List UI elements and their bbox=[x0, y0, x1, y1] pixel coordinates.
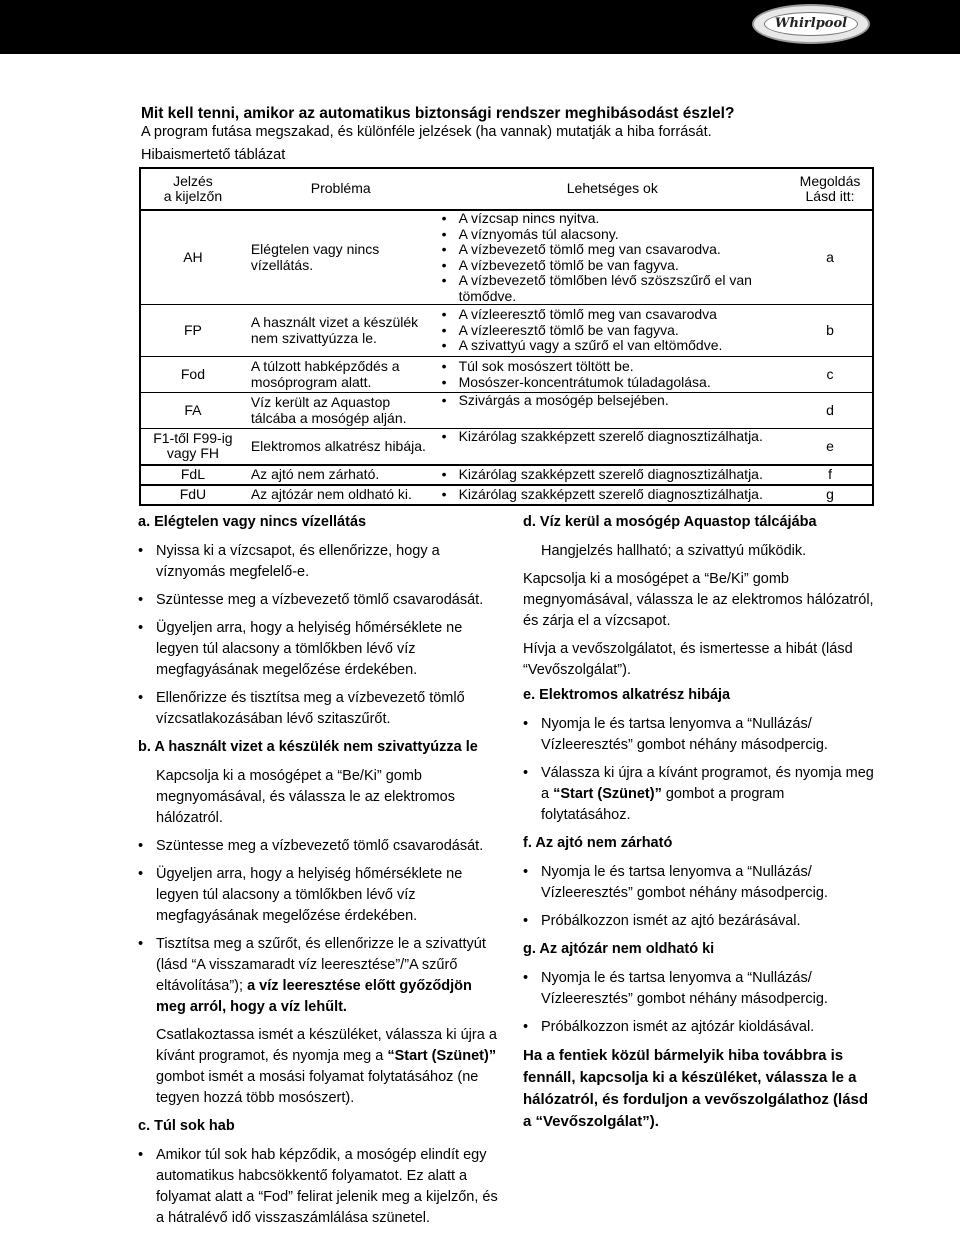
cause-item: • A vízleeresztő tömlő meg van csavarodva bbox=[437, 307, 788, 323]
section-f-list bbox=[523, 862, 875, 932]
error-code: F1-től F99-ig vagy FH bbox=[140, 429, 245, 465]
right-column bbox=[523, 512, 875, 1133]
section-d-text: Kapcsolja ki a mosógépet a “Be/Ki” gomb megnyomásával, válassza le az elektromos hálózatról, és zárja el a vízcsapot. bbox=[523, 571, 874, 629]
table-row bbox=[140, 393, 873, 429]
problem: A használt vizet a készülék nem szivattyúzza le. bbox=[245, 305, 437, 357]
cause-item: • A szivattyú vagy a szűrő el van eltömődve. bbox=[437, 338, 788, 354]
cause-item: • A víznyomás túl alacsony. bbox=[437, 227, 788, 243]
table-row bbox=[140, 465, 873, 485]
section-c-list bbox=[138, 1145, 498, 1229]
list-item: • Ügyeljen arra, hogy a helyiség hőmérséklete ne legyen túl alacsony a tömlőkben lévő víz megfagyásának megelőzése érdekében. bbox=[138, 864, 498, 927]
causes bbox=[437, 465, 788, 485]
solution-ref: f bbox=[788, 465, 873, 485]
list-item: • Válassza ki újra a kívánt programot, és nyomja meg a “Start (Szünet)” gombot a program folytatásához. bbox=[523, 763, 875, 826]
section-b-outro: Csatlakoztassa ismét a készüléket, válassza ki újra a kívánt programot, és nyomja meg a “Start (Szünet)” gombot ismét a mosási folyamat folytatásához (ne tegyen hozzá több mosószert). bbox=[156, 1027, 497, 1106]
page-heading: Mit kell tenni, amikor az automatikus biztonsági rendszer meghibásodást észlel? bbox=[141, 105, 735, 122]
list-item: • Próbálkozzon ismét az ajtózár kioldásával. bbox=[523, 1017, 875, 1038]
cause-item: • A vízleeresztő tömlő be van fagyva. bbox=[437, 323, 788, 339]
cause-item: • A vízcsap nincs nyitva. bbox=[437, 211, 788, 227]
header-causes: Lehetséges ok bbox=[437, 168, 788, 210]
list-item: • Amikor túl sok hab képződik, a mosógép elindít egy automatikus habcsökkentő folyamatot. Ez alatt a folyamat alatt a “Fod” felirat jelenik meg a kijelzőn, és a hátralévő idő visszaszámlálása szünetel. bbox=[138, 1145, 498, 1229]
section-b-title: b. A használt vizet a készülék nem szivattyúzza le bbox=[138, 739, 478, 755]
problem: Elégtelen vagy nincs vízellátás. bbox=[250, 241, 380, 273]
cause-item: • A vízbevezető tömlőben lévő szöszszűrő el van tömődve. bbox=[437, 273, 788, 304]
cause-item: • Kizárólag szakképzett szerelő diagnosztizálhatja. bbox=[437, 429, 788, 445]
section-g-list bbox=[523, 968, 875, 1038]
problem: Az ajtó nem zárható. bbox=[245, 465, 437, 485]
section-f-title: f. Az ajtó nem zárható bbox=[523, 835, 673, 851]
section-a-list bbox=[138, 541, 498, 730]
table-row bbox=[140, 357, 873, 393]
cause-item: • Szivárgás a mosógép belsejében. bbox=[437, 393, 788, 409]
table-row bbox=[140, 210, 873, 305]
list-item: • Nyomja le és tartsa lenyomva a “Nullázás/ Vízleeresztés” gombot néhány másodpercig. bbox=[523, 968, 875, 1010]
error-code: AH bbox=[183, 248, 203, 265]
problem: Víz került az Aquastop tálcába a mosógép alján. bbox=[245, 393, 437, 429]
table-row bbox=[140, 305, 873, 357]
table-title: Hibaismertető táblázat bbox=[141, 147, 286, 163]
section-b-list bbox=[138, 836, 498, 1018]
error-table bbox=[139, 167, 874, 506]
error-code: FdU bbox=[140, 485, 245, 505]
list-item: • Próbálkozzon ismét az ajtó bezárásával. bbox=[523, 911, 875, 932]
table-row bbox=[140, 485, 873, 505]
header-solution: Megoldás Lásd itt: bbox=[788, 168, 873, 210]
section-e-list bbox=[523, 714, 875, 826]
causes bbox=[437, 357, 788, 393]
brand-logo-text: Whirlpool bbox=[764, 12, 858, 36]
problem: A túlzott habképződés a mosóprogram alatt. bbox=[245, 357, 437, 393]
solution-ref: c bbox=[788, 357, 873, 393]
solution-ref: g bbox=[788, 485, 873, 505]
section-g-title: g. Az ajtózár nem oldható ki bbox=[523, 941, 715, 957]
list-item: • Szüntesse meg a vízbevezető tömlő csavarodását. bbox=[138, 590, 498, 611]
causes bbox=[437, 393, 788, 429]
causes bbox=[437, 485, 788, 505]
cause-item: • A vízbevezető tömlő meg van csavarodva. bbox=[437, 242, 788, 258]
cause-item: • Kizárólag szakképzett szerelő diagnosztizálhatja. bbox=[437, 487, 788, 503]
cause-item: • Túl sok mosószert töltött be. bbox=[437, 359, 788, 375]
header-bar bbox=[0, 0, 960, 54]
solution-ref: b bbox=[788, 305, 873, 357]
table-row bbox=[140, 429, 873, 465]
list-item: • Ügyeljen arra, hogy a helyiség hőmérséklete ne legyen túl alacsony a tömlőkben lévő víz megfagyásának megelőzése érdekében. bbox=[138, 618, 498, 681]
section-b-intro: Kapcsolja ki a mosógépet a “Be/Ki” gomb megnyomásával, és válassza le az elektromos hálózatról. bbox=[156, 768, 455, 826]
header-problem: Probléma bbox=[245, 168, 437, 210]
list-item: • Nyomja le és tartsa lenyomva a “Nullázás/ Vízleeresztés” gombot néhány másodpercig. bbox=[523, 862, 875, 904]
causes bbox=[437, 210, 788, 305]
brand-logo bbox=[752, 4, 870, 44]
final-note: Ha a fentiek közül bármelyik hiba továbbra is fennáll, kapcsolja ki a készüléket, válassza le a hálózatról, és forduljon a vevőszolgálathoz (lásd a “Vevőszolgálat”). bbox=[523, 1047, 869, 1130]
cause-item: • Kizárólag szakképzett szerelő diagnosztizálhatja. bbox=[437, 467, 788, 483]
cause-item: • A vízbevezető tömlő be van fagyva. bbox=[437, 258, 788, 274]
list-item: • Nyomja le és tartsa lenyomva a “Nullázás/ Vízleeresztés” gombot néhány másodpercig. bbox=[523, 714, 875, 756]
list-item: • Ellenőrizze és tisztítsa meg a vízbevezető tömlő vízcsatlakozásában lévő szitaszűrőt. bbox=[138, 688, 498, 730]
causes bbox=[437, 305, 788, 357]
table-header-row bbox=[140, 168, 873, 210]
problem: Elektromos alkatrész hibája. bbox=[245, 429, 437, 465]
list-item: • Tisztítsa meg a szűrőt, és ellenőrizze le a szivattyút (lásd “A visszamaradt víz leeresztése”/”A szűrő eltávolítása”); a víz leeresztése előtt győződjön meg arról, hogy a víz lehűlt. bbox=[138, 934, 498, 1018]
solution-ref: d bbox=[788, 393, 873, 429]
left-column bbox=[138, 512, 498, 1236]
list-item: • Szüntesse meg a vízbevezető tömlő csavarodását. bbox=[138, 836, 498, 857]
section-d-text: Hívja a vevőszolgálatot, és ismertesse a hibát (lásd “Vevőszolgálat”). bbox=[523, 641, 853, 678]
list-item: • Nyissa ki a vízcsapot, és ellenőrizze, hogy a víznyomás megfelelő-e. bbox=[138, 541, 498, 583]
solution-ref: a bbox=[826, 248, 834, 265]
error-code: FP bbox=[140, 305, 245, 357]
section-c-title: c. Túl sok hab bbox=[138, 1118, 235, 1134]
cause-item: • Mosószer-koncentrátumok túladagolása. bbox=[437, 375, 788, 391]
section-d-text: Hangjelzés hallható; a szivattyú működik. bbox=[541, 543, 807, 559]
solution-ref: e bbox=[788, 429, 873, 465]
error-code: FdL bbox=[140, 465, 245, 485]
section-d-title: d. Víz kerül a mosógép Aquastop tálcájába bbox=[523, 514, 817, 530]
problem: Az ajtózár nem oldható ki. bbox=[245, 485, 437, 505]
section-a-title: a. Elégtelen vagy nincs vízellátás bbox=[138, 514, 367, 530]
error-code: Fod bbox=[140, 357, 245, 393]
header-code: Jelzés a kijelzőn bbox=[140, 168, 245, 210]
causes bbox=[437, 429, 788, 465]
error-code: FA bbox=[140, 393, 245, 429]
section-e-title: e. Elektromos alkatrész hibája bbox=[523, 687, 731, 703]
intro-text: A program futása megszakad, és különféle jelzések (ha vannak) mutatják a hiba forrását. bbox=[141, 124, 712, 140]
